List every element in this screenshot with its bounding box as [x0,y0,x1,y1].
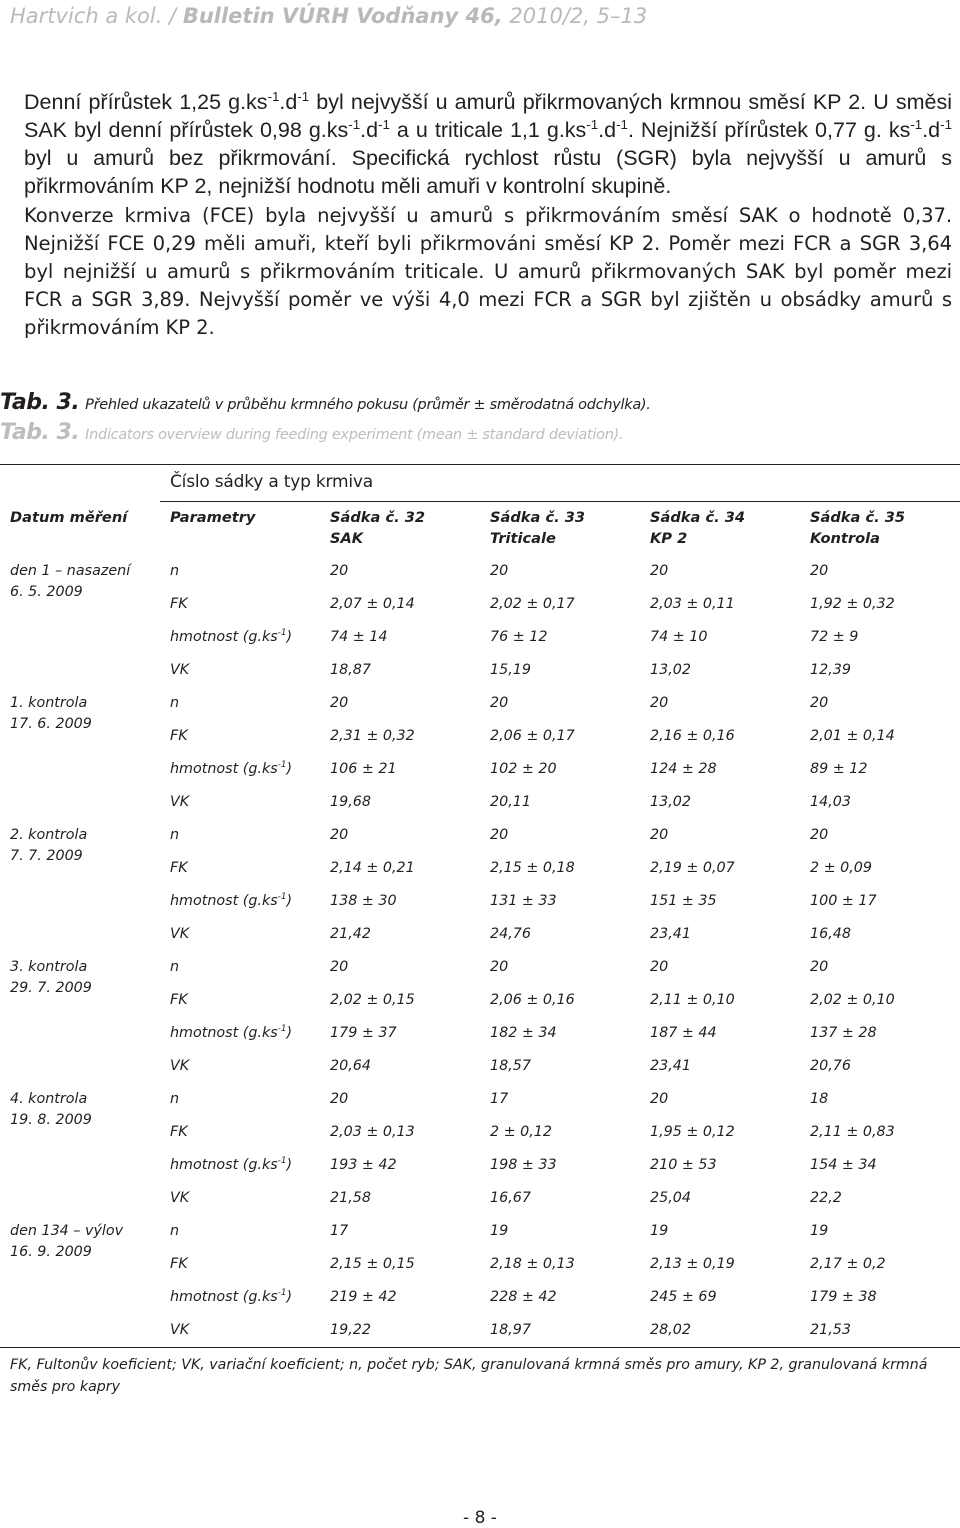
table-cell: 19 [810,1223,829,1239]
header-batch-35-feed: Kontrola [810,530,880,547]
table-cell: 13,02 [650,794,691,810]
table-cell: 21,53 [810,1322,851,1338]
table-cell: 20 [490,563,509,579]
table-cell: 18,97 [490,1322,531,1338]
table-cell: 16,48 [810,926,851,942]
table-cell: 131 ± 33 [490,893,557,909]
running-head [10,4,647,28]
table-cell: 18,57 [490,1058,531,1074]
table-cell: 25,04 [650,1190,691,1206]
table-caption-en [0,420,623,445]
measurement-date: 7. 7. 2009 [10,848,83,864]
table-footnote: FK, Fultonův koeficient; VK, variační koeficient; n, počet ryb; SAK, granulovaná krmná směs pro amury, KP 2, granulovaná krmná směs pro kapry [10,1357,928,1395]
paragraph-growth: Denní přírůstek 1,25 $g.ks^{-1}.d^{-1}$ byl nejvyšší u amurů přikrmovaných krmnou směsí KP 2. U směsi SAK byl denní přírůstek 0,98 $g.ks^{-1}.d^{-1}$ a u triticale 1,1 $g.ks^{-1}.d^{-1}$. Nejnižší přírůstek 0,77 g. $ks^{-1}.d^{-1}$ byl u amurů bez přikrmování. Specifická rychlost růstu (SGR) byla nejvyšší u amurů s přikrmováním KP 2, nejnižší hodnotu měli amuři v kontrolní skupině. [24,88,952,198]
caption-en-text: Indicators overview during feeding experiment (mean ± standard deviation). [85,427,624,443]
table-cell: 20 [490,695,509,711]
header-date: Datum měření [10,509,128,526]
running-head-issue: 2010/2, 5–13 [502,4,648,28]
measurement-date-label: 1. kontrola [10,695,88,711]
table-cell: 187 ± 44 [650,1025,717,1041]
table-cell: 20 [810,959,829,975]
table-cell: 20 [650,827,669,843]
table-cell: 20 [330,563,349,579]
table-cell: 20 [330,959,349,975]
table-cell: 76 ± 12 [490,629,548,645]
table-cell: 2,06 ± 0,16 [490,992,575,1008]
body-text [24,88,952,342]
parameter-label-vk: VK [170,794,190,810]
table-caption-cz [0,390,651,415]
table-cell: 106 ± 21 [330,761,397,777]
table-cell: 20 [330,695,349,711]
table-cell: 2,06 ± 0,17 [490,728,575,744]
table-cell: 2,19 ± 0,07 [650,860,735,876]
table-cell: 14,03 [810,794,851,810]
table-cell: 20 [650,695,669,711]
table-cell: 100 ± 17 [810,893,877,909]
table-cell: 23,41 [650,1058,691,1074]
parameter-label-n: n [170,827,180,843]
table-cell: 17 [330,1223,349,1239]
table-cell: 2,02 ± 0,15 [330,992,415,1008]
table-cell: 22,2 [810,1190,842,1206]
measurement-date-label: den 1 – nasazení [10,563,131,579]
parameter-label-mass: hmotnost $(g.ks^{-1})$ [170,1156,293,1173]
table-cell: 20 [490,959,509,975]
table-cell: 20 [810,695,829,711]
table-cell: 179 ± 38 [810,1289,877,1305]
table-cell: 20 [490,827,509,843]
table-cell: 20 [330,827,349,843]
table-cell: 2,18 ± 0,13 [490,1256,575,1272]
parameter-label-vk: VK [170,926,190,942]
parameter-label-fk: FK [170,728,188,744]
measurement-date: 29. 7. 2009 [10,980,92,996]
table-cell: 18 [810,1091,829,1107]
header-parameters: Parametry [170,509,256,526]
parameter-label-mass: hmotnost $(g.ks^{-1})$ [170,760,293,777]
table-cell: 20,76 [810,1058,851,1074]
table-cell: 245 ± 69 [650,1289,717,1305]
parameter-label-fk: FK [170,860,188,876]
parameter-label-vk: VK [170,1322,190,1338]
table-cell: 228 ± 42 [490,1289,557,1305]
table-cell: 2,15 ± 0,15 [330,1256,415,1272]
table-cell: 12,39 [810,662,851,678]
table-cell: 20 [650,563,669,579]
page-number: - 8 - [463,1508,497,1528]
table-cell: 2,01 ± 0,14 [810,728,895,744]
measurement-date-label: den 134 – výlov [10,1223,124,1239]
table-cell: 74 ± 14 [330,629,388,645]
table-cell: 24,76 [490,926,531,942]
table-cell: 2,15 ± 0,18 [490,860,575,876]
parameter-label-fk: FK [170,1256,188,1272]
table-cell: 20,11 [490,794,531,810]
table-cell: 2,31 ± 0,32 [330,728,415,744]
table-cell: 2,03 ± 0,13 [330,1124,415,1140]
table-cell: 28,02 [650,1322,691,1338]
caption-cz-label: Tab. 3. [0,390,80,415]
table-cell: 1,92 ± 0,32 [810,596,895,612]
table-cell: 2,17 ± 0,2 [810,1256,886,1272]
table-group-header: Číslo sádky a typ krmiva [170,472,373,492]
table-cell: 19,68 [330,794,371,810]
parameter-label-vk: VK [170,1058,190,1074]
parameter-label-mass: hmotnost $(g.ks^{-1})$ [170,1288,293,1305]
measurement-date: 16. 9. 2009 [10,1244,92,1260]
parameter-label-mass: hmotnost $(g.ks^{-1})$ [170,892,293,909]
table-cell: 72 ± 9 [810,629,859,645]
table-cell: 219 ± 42 [330,1289,397,1305]
header-batch-33-feed: Triticale [490,530,556,547]
parameter-label-fk: FK [170,1124,188,1140]
caption-en-label: Tab. 3. [0,420,80,445]
measurement-date-label: 2. kontrola [10,827,88,843]
parameter-label-vk: VK [170,662,190,678]
table-cell: 1,95 ± 0,12 [650,1124,735,1140]
header-batch-35: Sádka č. 35 [810,509,906,526]
table-cell: 19,22 [330,1322,371,1338]
measurement-date: 19. 8. 2009 [10,1112,92,1128]
table-cell: 2,16 ± 0,16 [650,728,735,744]
parameter-label-fk: FK [170,992,188,1008]
table-cell: 2,11 ± 0,10 [650,992,735,1008]
table-cell: 2 ± 0,09 [810,860,872,876]
parameter-label-n: n [170,959,180,975]
table-cell: 2,13 ± 0,19 [650,1256,735,1272]
table-cell: 179 ± 37 [330,1025,397,1041]
measurement-date-label: 3. kontrola [10,959,88,975]
table-cell: 2,07 ± 0,14 [330,596,415,612]
table-cell: 20 [810,827,829,843]
table-cell: 2 ± 0,12 [490,1124,552,1140]
table-cell: 21,58 [330,1190,371,1206]
table-cell: 2,11 ± 0,83 [810,1124,895,1140]
table-cell: 20 [650,1091,669,1107]
table-cell: 20 [330,1091,349,1107]
running-head-authors: Hartvich a kol. / [10,4,183,28]
table-cell: 20 [650,959,669,975]
table-cell: 210 ± 53 [650,1157,717,1173]
table-cell: 124 ± 28 [650,761,717,777]
header-batch-34-feed: KP 2 [650,530,688,547]
table-cell: 19 [490,1223,509,1239]
table-cell: 21,42 [330,926,371,942]
table-cell: 13,02 [650,662,691,678]
table-cell: 138 ± 30 [330,893,397,909]
measurement-date: 6. 5. 2009 [10,584,83,600]
table-cell: 102 ± 20 [490,761,557,777]
table-cell: 151 ± 35 [650,893,717,909]
running-head-journal: Bulletin VÚRH Vodňany 46, [182,4,503,28]
parameter-label-n: n [170,563,180,579]
header-batch-32-feed: SAK [330,530,364,547]
table-cell: 19 [650,1223,669,1239]
table-cell: 20 [810,563,829,579]
parameter-label-n: n [170,1091,180,1107]
table-group-rule [160,501,960,502]
table-cell: 2,14 ± 0,21 [330,860,415,876]
paragraph-feed-conversion: Konverze krmiva (FCE) byla nejvyšší u amurů s přikrmováním směsí SAK o hodnotě 0,37. Nejnižší FCE 0,29 měli amuři, kteří byli přikrmováni směsí KP 2. Poměr mezi FCR a SGR 3,64 byl nejnižší u amurů s přikrmováním triticale. U amurů přikrmovaných SAK byl poměr mezi FCR a SGR 3,89. Nejvyšší poměr ve výši 4,0 mezi FCR a SGR byl zjištěn u obsádky amurů s přikrmováním KP 2. [24,204,952,339]
table-cell: 18,87 [330,662,371,678]
table-cell: 182 ± 34 [490,1025,557,1041]
table-cell: 193 ± 42 [330,1157,397,1173]
table-cell: 17 [490,1091,509,1107]
table-cell: 89 ± 12 [810,761,868,777]
caption-cz-text: Přehled ukazatelů v průběhu krmného pokusu (průměr ± směrodatná odchylka). [85,397,651,413]
measurement-date-label: 4. kontrola [10,1091,88,1107]
parameter-label-n: n [170,1223,180,1239]
table-cell: 20,64 [330,1058,371,1074]
header-batch-34: Sádka č. 34 [650,509,746,526]
table-cell: 16,67 [490,1190,531,1206]
header-batch-33: Sádka č. 33 [490,509,586,526]
parameter-label-mass: hmotnost $(g.ks^{-1})$ [170,628,293,645]
table-bottom-rule [0,1347,960,1348]
measurement-date: 17. 6. 2009 [10,716,92,732]
table-cell: 23,41 [650,926,691,942]
table-cell: 137 ± 28 [810,1025,877,1041]
table-cell: 15,19 [490,662,531,678]
table-cell: 2,03 ± 0,11 [650,596,735,612]
table-cell: 154 ± 34 [810,1157,877,1173]
table-cell: 74 ± 10 [650,629,708,645]
parameter-label-vk: VK [170,1190,190,1206]
table-top-rule [0,464,960,465]
table-cell: 2,02 ± 0,10 [810,992,895,1008]
table-cell: 198 ± 33 [490,1157,557,1173]
parameter-label-mass: hmotnost $(g.ks^{-1})$ [170,1024,293,1041]
table-cell: 2,02 ± 0,17 [490,596,575,612]
parameter-label-n: n [170,695,180,711]
parameter-label-fk: FK [170,596,188,612]
header-batch-32: Sádka č. 32 [330,509,426,526]
